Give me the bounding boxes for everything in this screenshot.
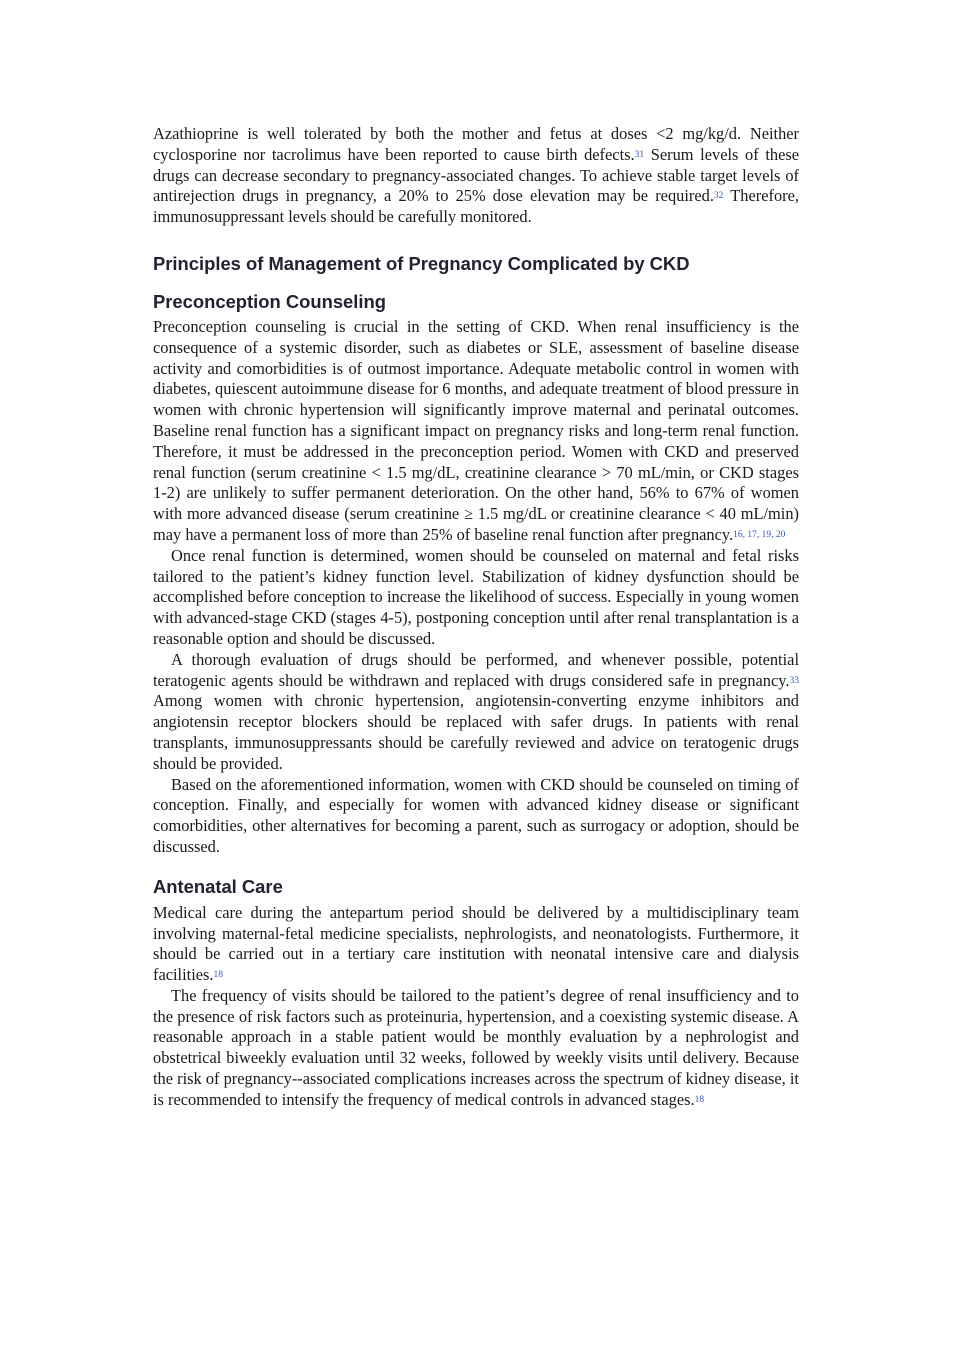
intro-text-2: Serum levels of these drugs can decrease secondary to pregnancy-associated changes. To achieve stable target levels of antirejection drugs in pregnancy, a 20% to 25% dose elevation may be required. [153, 144, 800, 206]
paragraph-text: Among women with chronic hypertension, angiotensin-converting enzyme inhibitors and angiotensin receptor blockers should be replaced with safer drugs. In patients with renal transplants, immunosuppressants should be carefully reviewed and advice on teratogenic drugs should be provided. [153, 691, 799, 773]
paragraph-text: The frequency of visits should be tailored to the patient’s degree of renal insufficiency and to the presence of risk factors such as proteinuria, hypertension, and a coexisting systemic disease. A reasonable approach in a stable patient would be monthly evaluation by a nephrologist and obstetrical biweekly evaluation until 32 weeks, followed by weekly visits until delivery. Because the risk of pregnancy--associated complications increases across the spectrum of kidney disease, it is recommended to intensify the frequency of medical controls in advanced stages. [153, 985, 799, 1109]
citation-link[interactable]: 18 [694, 1094, 705, 1105]
antenatal-paragraph-2 [153, 986, 799, 1111]
subsection-heading-antenatal: Antenatal Care [153, 875, 283, 897]
preconception-paragraph-1 [153, 317, 799, 546]
paragraph-text: Preconception counseling is crucial in the setting of CKD. When renal insufficiency is the consequence of a systemic disorder, such as diabetes or SLE, assessment of baseline disease activity and comorbidities is of outmost importance. Adequate metabolic control in women with diabetes, quiescent autoimmune disease for 6 months, and adequate treatment of blood pressure in women with chronic hypertension will significantly improve maternal and perinatal outcomes. Baseline renal function has a significant impact on pregnancy risks and long-term renal function. Therefore, it must be addressed in the preconception period. Women with CKD and preserved renal function (serum creatinine < 1.5 mg/dL, creatinine clearance > 70 mL/min, or CKD stages 1-2) are unlikely to suffer permanent deterioration. On the other hand, 56% to 67% of women with more advanced disease (serum creatinine ≥ 1.5 mg/dL or creatinine clearance < 40 mL/min) may have a permanent loss of more than 25% of baseline renal function after pregnancy. [153, 316, 799, 544]
citation-link[interactable]: 16, 17, 19, 20 [733, 529, 786, 540]
section-heading: Principles of Management of Pregnancy Complicated by CKD [153, 252, 690, 274]
citation-link[interactable]: 31 [634, 149, 645, 160]
paragraph-text: Medical care during the antepartum period should be delivered by a multidisciplinary team involving maternal-fetal medicine specialists, nephrologists, and neonatologists. Furthermore, it should be carried out in a tertiary care institution with neonatal intensive care and dialysis facilities. [153, 902, 799, 985]
intro-text-3: Therefore, immunosuppressant levels should be carefully monitored. [153, 186, 799, 227]
preconception-paragraph-4: Based on the aforementioned information, women with CKD should be counseled on timing of conception. Finally, and especially for women with advanced kidney disease or significant comorbidities, other alternatives for becoming a parent, such as surrogacy or adoption, should be discussed. [153, 774, 799, 856]
preconception-paragraph-3 [153, 650, 799, 775]
citation-link[interactable]: 33 [789, 675, 799, 686]
document-page [153, 124, 799, 1111]
intro-text-1: Azathioprine is well tolerated by both the mother and fetus at doses <2 mg/kg/d. Neither cyclosporine nor tacrolimus have been reported to cause birth defects. [153, 124, 799, 164]
antenatal-paragraph-1 [153, 903, 799, 986]
paragraph-text: A thorough evaluation of drugs should be performed, and whenever possible, potential teratogenic agents should be withdrawn and replaced with drugs considered safe in pregnancy. [153, 649, 799, 690]
subsection-heading-preconception: Preconception Counseling [153, 290, 386, 312]
citation-link[interactable]: 18 [213, 970, 224, 981]
intro-paragraph [153, 124, 799, 228]
preconception-paragraph-2: Once renal function is determined, women should be counseled on maternal and fetal risks tailored to the patient’s kidney function level. Stabilization of kidney dysfunction should be accomplished before conception to increase the likelihood of success. Especially in young women with advanced-stage CKD (stages 4-5), postponing conception until after renal transplantation is a reasonable option and should be discussed. [153, 545, 799, 648]
citation-link[interactable]: 32 [713, 191, 724, 202]
